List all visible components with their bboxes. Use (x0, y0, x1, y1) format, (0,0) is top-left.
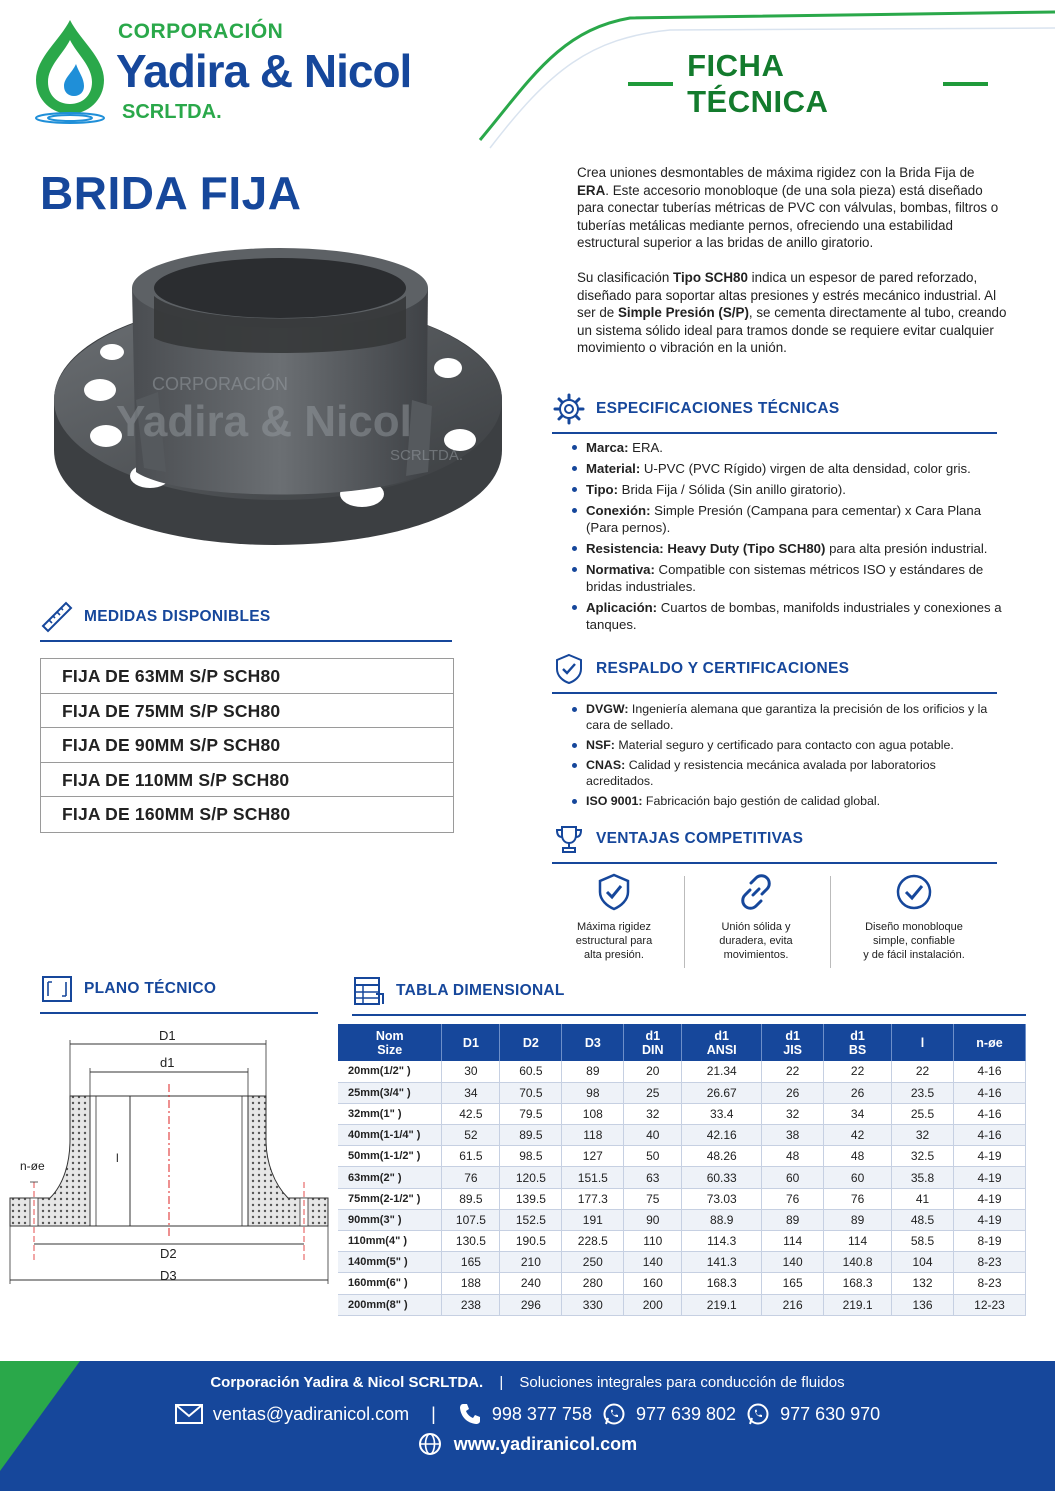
table-cell: 89 (562, 1061, 624, 1082)
cert-iso: ISO 9001: Fabricación bajo gestión de calidad global. (568, 793, 1004, 809)
table-cell: 107.5 (442, 1209, 500, 1230)
table-cell-size: 50mm(1-1/2" ) (338, 1146, 442, 1167)
header-D1: D1 (442, 1024, 500, 1061)
footer-separator: | (499, 1374, 504, 1391)
table-cell: 141.3 (682, 1252, 762, 1273)
table-row (338, 1294, 1026, 1315)
advantage-3-line-3: y de fácil instalación. (863, 949, 965, 961)
table-cell: 4-16 (953, 1103, 1025, 1124)
table-row (338, 1188, 1026, 1209)
footer-email-link[interactable]: ventas@yadiranicol.com (212, 1403, 410, 1424)
table-cell: 23.5 (892, 1082, 954, 1103)
header-d1-ansi: d1 ANSI (682, 1024, 762, 1061)
footer-line-3 (0, 1432, 1055, 1456)
logo-company-name: Yadira & Nicol (116, 45, 412, 97)
table-cell: 32 (624, 1103, 682, 1124)
table-cell: 32.5 (892, 1146, 954, 1167)
table-cell: 22 (824, 1061, 892, 1082)
watermark-line-2: Yadira & Nicol (116, 397, 412, 446)
table-row (338, 1167, 1026, 1188)
footer-separator: | (431, 1403, 436, 1424)
header-D2: D2 (500, 1024, 562, 1061)
table-cell: 4-19 (953, 1167, 1025, 1188)
table-cell: 108 (562, 1103, 624, 1124)
table-row (338, 1103, 1026, 1124)
label-n-oe: n-øe (20, 1159, 45, 1173)
cert-cnas: CNAS: Calidad y resistencia mecánica avalada por laboratorios acreditados. (568, 757, 1004, 789)
badge-label: FICHA TÉCNICA (687, 48, 829, 119)
advantage-1-line-3: alta presión. (584, 949, 644, 961)
tabla-section-header (352, 974, 1026, 1016)
table-cell: 210 (500, 1252, 562, 1273)
certs-list (568, 701, 1004, 813)
advantage-1 (540, 872, 688, 962)
header-n-oe: n-øe (953, 1024, 1025, 1061)
header-l: l (892, 1024, 954, 1061)
watermark-line-3: SCRLTDA. (390, 447, 464, 464)
table-cell: 89.5 (500, 1125, 562, 1146)
table-cell: 34 (442, 1082, 500, 1103)
table-cell: 48.5 (892, 1209, 954, 1230)
table-cell: 165 (442, 1252, 500, 1273)
sizes-list (40, 658, 454, 833)
table-cell-size: 32mm(1" ) (338, 1103, 442, 1124)
footer-phone-link[interactable]: 998 377 758 (491, 1403, 592, 1424)
header-d1-bs: d1 BS (824, 1024, 892, 1061)
table-cell: 139.5 (500, 1188, 562, 1209)
table-cell: 12-23 (953, 1294, 1025, 1315)
ficha-tecnica-badge (628, 48, 988, 119)
table-cell: 42.16 (682, 1125, 762, 1146)
table-cell: 4-19 (953, 1146, 1025, 1167)
spec-normativa: Normativa: Compatible con sistemas métricos ISO y estándares de bridas industriales. (568, 561, 1004, 595)
advantage-2 (682, 872, 830, 962)
table-row (338, 1125, 1026, 1146)
table-cell: 48.26 (682, 1146, 762, 1167)
footer-whatsapp-2-link[interactable]: 977 630 970 (780, 1403, 881, 1424)
table-cell: 168.3 (682, 1273, 762, 1294)
table-cell: 63 (624, 1167, 682, 1188)
ventajas-title: VENTAJAS COMPETITIVAS (596, 830, 804, 847)
table-cell: 114.3 (682, 1231, 762, 1252)
table-row (338, 1082, 1026, 1103)
size-item-90: FIJA DE 90MM S/P SCH80 (41, 728, 453, 763)
table-cell: 132 (892, 1273, 954, 1294)
table-cell: 32 (892, 1125, 954, 1146)
logo-corp-text: CORPORACIÓN (118, 20, 284, 43)
table-row (338, 1231, 1026, 1252)
advantage-1-line-1: Máxima rigidez (577, 921, 651, 933)
table-cell: 25.5 (892, 1103, 954, 1124)
specs-list (568, 439, 1004, 637)
table-cell: 114 (824, 1231, 892, 1252)
table-cell: 216 (762, 1294, 824, 1315)
blueprint-icon (40, 972, 74, 1006)
table-cell: 165 (762, 1273, 824, 1294)
table-cell: 140.8 (824, 1252, 892, 1273)
header-D3: D3 (562, 1024, 624, 1061)
table-cell: 42 (824, 1125, 892, 1146)
advantage-1-line-2: estructural para (575, 935, 653, 947)
table-cell: 168.3 (824, 1273, 892, 1294)
advantage-3 (840, 872, 988, 962)
chain-link-icon (736, 872, 776, 912)
table-cell: 41 (892, 1188, 954, 1209)
table-cell: 177.3 (562, 1188, 624, 1209)
specs-section-header (552, 392, 997, 434)
header-nom-size: Nom Size (338, 1024, 442, 1061)
table-cell: 60.5 (500, 1061, 562, 1082)
table-cell: 8-19 (953, 1231, 1025, 1252)
table-header-row (338, 1024, 1026, 1061)
table-cell: 228.5 (562, 1231, 624, 1252)
badge-bar-left (628, 82, 673, 86)
table-cell: 98 (562, 1082, 624, 1103)
table-cell: 4-16 (953, 1061, 1025, 1082)
ventajas-section-header (552, 822, 997, 864)
table-row (338, 1209, 1026, 1230)
table-cell-size: 75mm(2-1/2" ) (338, 1188, 442, 1209)
table-cell: 22 (892, 1061, 954, 1082)
table-cell: 32 (762, 1103, 824, 1124)
table-cell: 25 (624, 1082, 682, 1103)
table-cell: 104 (892, 1252, 954, 1273)
table-cell: 250 (562, 1252, 624, 1273)
size-item-75: FIJA DE 75MM S/P SCH80 (41, 694, 453, 729)
table-cell: 73.03 (682, 1188, 762, 1209)
table-cell: 160 (624, 1273, 682, 1294)
table-cell: 120.5 (500, 1167, 562, 1188)
table-cell: 136 (892, 1294, 954, 1315)
table-cell: 152.5 (500, 1209, 562, 1230)
table-cell: 130.5 (442, 1231, 500, 1252)
table-cell: 240 (500, 1273, 562, 1294)
table-cell-size: 200mm(8" ) (338, 1294, 442, 1315)
table-cell: 79.5 (500, 1103, 562, 1124)
table-cell: 118 (562, 1125, 624, 1146)
table-icon (352, 974, 386, 1008)
header-d1-jis: d1 JIS (762, 1024, 824, 1061)
table-cell: 238 (442, 1294, 500, 1315)
label-l: l (116, 1151, 119, 1165)
medidas-section-header (40, 600, 452, 642)
spec-marca: Marca: ERA. (568, 439, 1004, 456)
table-cell-size: 160mm(6" ) (338, 1273, 442, 1294)
table-cell: 114 (762, 1231, 824, 1252)
product-title: BRIDA FIJA (40, 167, 302, 219)
technical-drawing (4, 1022, 334, 1292)
spec-resistencia: Resistencia: Heavy Duty (Tipo SCH80) para alta presión industrial. (568, 540, 1004, 557)
table-cell-size: 25mm(3/4" ) (338, 1082, 442, 1103)
shield-check-icon (552, 652, 586, 686)
tabla-title: TABLA DIMENSIONAL (396, 982, 565, 999)
gear-icon (552, 392, 586, 426)
plano-section-header (40, 972, 318, 1014)
table-cell: 4-19 (953, 1209, 1025, 1230)
table-cell: 75 (624, 1188, 682, 1209)
logo-suffix: SCRLTDA. (122, 101, 222, 123)
size-item-63: FIJA DE 63MM S/P SCH80 (41, 659, 453, 694)
table-row (338, 1252, 1026, 1273)
table-cell: 191 (562, 1209, 624, 1230)
trophy-icon (552, 822, 586, 856)
intro-paragraph-1: Crea uniones desmontables de máxima rigidez con la Brida Fija de ERA. Este accesorio monobloque (de una sola pieza) está diseñado para conectar tuberías métricas de PVC con válvulas, bombas, filtros o tuberías metálicas mediante pernos, ofreciendo una estabilidad estructural superior a las bridas de anillo giratorio. (577, 165, 999, 251)
certs-section-header (552, 652, 997, 694)
table-cell: 76 (824, 1188, 892, 1209)
phone-icon (458, 1402, 482, 1426)
cert-nsf: NSF: Material seguro y certificado para contacto con agua potable. (568, 737, 1004, 753)
table-cell: 296 (500, 1294, 562, 1315)
table-cell: 89 (824, 1209, 892, 1230)
table-cell: 90 (624, 1209, 682, 1230)
intro-paragraph-2: Su clasificación Tipo SCH80 indica un espesor de pared reforzado, diseñado para soportar altas presiones y estrés mecánico industrial. Al ser de Simple Presión (S/P), se cementa directamente al tubo, creando un sistema sólido ideal para tramos donde se requiere evitar cualquier movimiento o vibración en la unión. (577, 269, 1007, 356)
advantage-2-line-2: duradera, evita (719, 935, 793, 947)
table-cell: 188 (442, 1273, 500, 1294)
flange-product-image (40, 240, 520, 580)
table-cell: 70.5 (500, 1082, 562, 1103)
table-cell: 38 (762, 1125, 824, 1146)
table-row (338, 1273, 1026, 1294)
footer-company: Corporación Yadira & Nicol SCRLTDA. (210, 1374, 484, 1391)
table-cell-size: 110mm(4" ) (338, 1231, 442, 1252)
certs-title: RESPALDO Y CERTIFICACIONES (596, 660, 850, 677)
table-cell-size: 40mm(1-1/4" ) (338, 1125, 442, 1146)
table-cell: 190.5 (500, 1231, 562, 1252)
table-row (338, 1061, 1026, 1082)
table-cell-size: 63mm(2" ) (338, 1167, 442, 1188)
table-body (338, 1061, 1026, 1315)
dimensional-table (338, 1024, 1026, 1316)
table-cell: 60 (762, 1167, 824, 1188)
table-cell: 200 (624, 1294, 682, 1315)
table-cell: 98.5 (500, 1146, 562, 1167)
ruler-icon (40, 600, 74, 634)
spec-aplicacion: Aplicación: Cuartos de bombas, manifolds industriales y conexiones a tanques. (568, 599, 1004, 633)
intro-text (577, 164, 1007, 374)
table-cell: 61.5 (442, 1146, 500, 1167)
logo-drop-icon (30, 18, 110, 128)
advantage-2-line-1: Unión sólida y (721, 921, 791, 933)
table-cell: 76 (442, 1167, 500, 1188)
table-cell: 48 (762, 1146, 824, 1167)
table-cell: 110 (624, 1231, 682, 1252)
shield-check-icon (594, 872, 634, 912)
table-cell: 30 (442, 1061, 500, 1082)
table-cell: 280 (562, 1273, 624, 1294)
table-cell: 88.9 (682, 1209, 762, 1230)
spec-material: Material: U-PVC (PVC Rígido) virgen de alta densidad, color gris. (568, 460, 1004, 477)
table-cell: 22 (762, 1061, 824, 1082)
table-cell: 330 (562, 1294, 624, 1315)
check-circle-icon (894, 872, 934, 912)
table-cell: 140 (624, 1252, 682, 1273)
table-row (338, 1146, 1026, 1167)
advantage-3-line-1: Diseño monobloque (865, 921, 963, 933)
footer-website-link[interactable]: www.yadiranicol.com (453, 1433, 638, 1454)
table-cell: 34 (824, 1103, 892, 1124)
table-cell: 4-19 (953, 1188, 1025, 1209)
table-cell: 76 (762, 1188, 824, 1209)
table-cell: 60.33 (682, 1167, 762, 1188)
table-cell: 151.5 (562, 1167, 624, 1188)
size-item-110: FIJA DE 110MM S/P SCH80 (41, 763, 453, 798)
table-cell: 8-23 (953, 1252, 1025, 1273)
table-cell: 89.5 (442, 1188, 500, 1209)
table-cell-size: 140mm(5" ) (338, 1252, 442, 1273)
cert-dvgw: DVGW: Ingeniería alemana que garantiza la precisión de los orificios y la cara de sellado. (568, 701, 1004, 733)
advantage-3-line-2: simple, confiable (873, 935, 955, 947)
watermark-line-1: CORPORACIÓN (152, 374, 289, 394)
table-cell: 35.8 (892, 1167, 954, 1188)
table-cell: 50 (624, 1146, 682, 1167)
footer-line-1 (0, 1374, 1055, 1391)
label-D2: D2 (160, 1246, 177, 1261)
whatsapp-icon (602, 1402, 626, 1426)
whatsapp-icon (746, 1402, 770, 1426)
table-cell: 8-23 (953, 1273, 1025, 1294)
specs-title: ESPECIFICACIONES TÉCNICAS (596, 400, 840, 417)
table-cell: 127 (562, 1146, 624, 1167)
table-cell: 140 (762, 1252, 824, 1273)
advantage-divider (830, 876, 831, 968)
footer-line-2 (0, 1402, 1055, 1426)
table-cell: 52 (442, 1125, 500, 1146)
table-cell: 219.1 (682, 1294, 762, 1315)
footer-tagline: Soluciones integrales para conducción de fluidos (519, 1374, 845, 1391)
size-item-160: FIJA DE 160MM S/P SCH80 (62, 804, 291, 825)
table-cell: 26.67 (682, 1082, 762, 1103)
table-cell: 40 (624, 1125, 682, 1146)
table-cell: 60 (824, 1167, 892, 1188)
table-cell-size: 90mm(3" ) (338, 1209, 442, 1230)
table-cell: 26 (762, 1082, 824, 1103)
table-cell: 26 (824, 1082, 892, 1103)
plano-title: PLANO TÉCNICO (84, 980, 217, 997)
table-cell: 20 (624, 1061, 682, 1082)
medidas-title: MEDIDAS DISPONIBLES (84, 608, 271, 625)
table-cell: 33.4 (682, 1103, 762, 1124)
badge-bar-right (943, 82, 988, 86)
table-cell: 58.5 (892, 1231, 954, 1252)
table-cell: 4-16 (953, 1082, 1025, 1103)
footer-whatsapp-1-link[interactable]: 977 639 802 (635, 1403, 737, 1424)
globe-icon (418, 1432, 442, 1456)
table-cell: 89 (762, 1209, 824, 1230)
table-cell-size: 20mm(1/2" ) (338, 1061, 442, 1082)
header-d1-din: d1 DIN (624, 1024, 682, 1061)
table-cell: 4-16 (953, 1125, 1025, 1146)
table-cell: 219.1 (824, 1294, 892, 1315)
spec-tipo: Tipo: Brida Fija / Sólida (Sin anillo giratorio). (568, 481, 1004, 498)
label-D1: D1 (159, 1028, 176, 1043)
label-d1: d1 (160, 1055, 175, 1070)
table-cell: 42.5 (442, 1103, 500, 1124)
envelope-icon (175, 1404, 203, 1424)
spec-conexion: Conexión: Simple Presión (Campana para cementar) x Cara Plana (Para pernos). (568, 502, 1004, 536)
table-cell: 48 (824, 1146, 892, 1167)
label-D3: D3 (160, 1268, 177, 1283)
table-cell: 21.34 (682, 1061, 762, 1082)
advantage-2-line-3: movimientos. (723, 949, 789, 961)
